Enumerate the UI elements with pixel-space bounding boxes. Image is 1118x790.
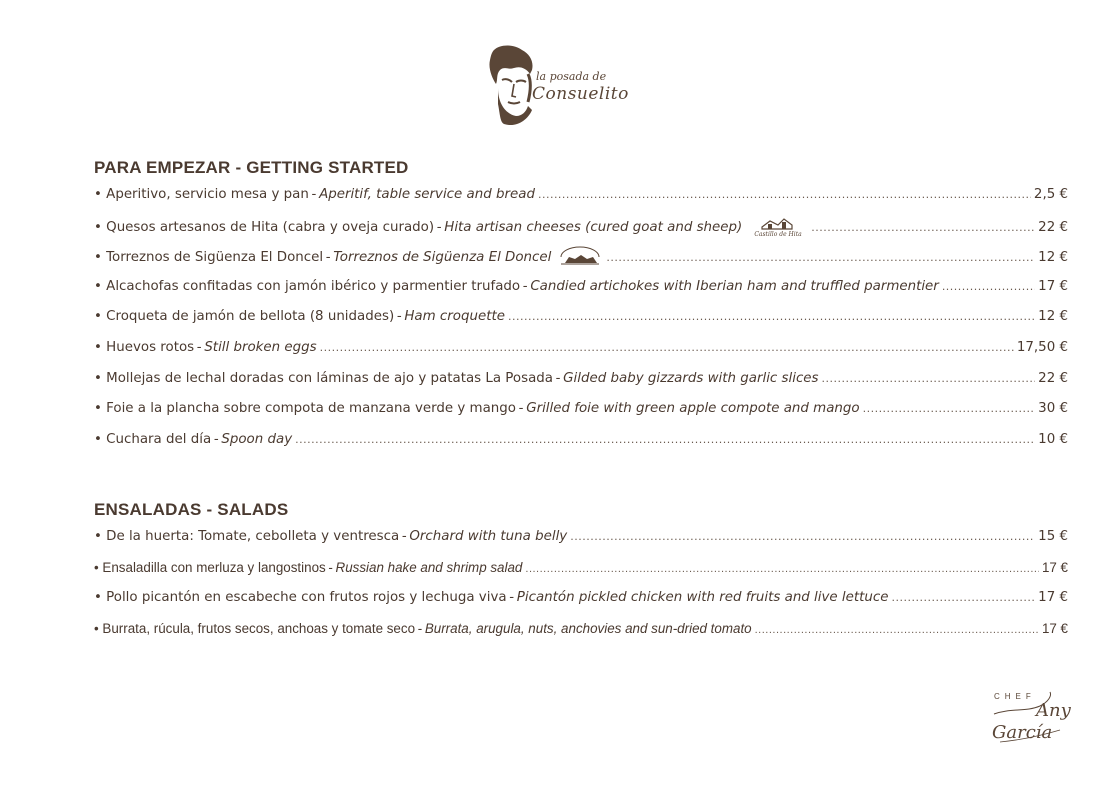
item-spanish-name: Mollejas de lechal doradas con láminas de ajo y patatas La Posada xyxy=(106,370,553,386)
item-spanish-name: De la huerta: Tomate, cebolleta y ventresca xyxy=(106,529,400,544)
leader-dots xyxy=(508,306,1035,328)
chef-name-line1: Any xyxy=(1036,700,1071,721)
item-english-name: Burrata, arugula, nuts, anchovies and sun-dried tomato xyxy=(424,620,752,636)
item-price: 15 € xyxy=(1038,529,1068,544)
menu-item: • Huevos rotos - Still broken eggs ..... 17,50 € xyxy=(94,337,1068,368)
item-english-name: Candied artichokes with Iberian ham and truffled parmentier xyxy=(530,278,939,294)
item-spanish-name: Alcachofas confitadas con jamón ibérico y parmentier trufado xyxy=(106,278,521,294)
item-price: 12 € xyxy=(1038,309,1068,325)
item-price: 17 € xyxy=(1038,278,1068,294)
item-spanish-name: Burrata, rúcula, frutos secos, anchoas y tomate seco xyxy=(102,620,416,636)
section-salads xyxy=(94,500,1068,648)
item-price: 30 € xyxy=(1038,401,1068,417)
menu-item: • Aperitivo, servicio mesa y pan - Aperitif, table service and bread ..... 2,5 € xyxy=(94,184,1068,215)
item-spanish-name: Croqueta de jamón de bellota (8 unidades) xyxy=(106,309,395,325)
menu-item: • Quesos artesanos de Hita (cabra y oveja curado) - Hita artisan cheeses (cured goat and sheep) Castillo de Hita ..... 22 € xyxy=(94,215,1068,246)
menu-item: • Mollejas de lechal doradas con láminas de ajo y patatas La Posada - Gilded baby gizzards with garlic slices ..... 22 € xyxy=(94,368,1068,399)
item-english-name: Picantón pickled chicken with red fruits and live lettuce xyxy=(516,590,889,606)
item-spanish-name: Huevos rotos xyxy=(106,339,195,355)
item-spanish-name: Torreznos de Sigüenza El Doncel xyxy=(106,250,324,266)
item-english-name: Russian hake and shrimp salad xyxy=(335,559,523,575)
leader-dots xyxy=(891,587,1035,609)
leader-dots xyxy=(606,247,1035,269)
item-price: 12 € xyxy=(1038,250,1068,266)
chef-signature xyxy=(990,690,1080,750)
item-english-name: Still broken eggs xyxy=(204,339,317,355)
item-price: 17 € xyxy=(1041,620,1068,636)
item-price: 22 € xyxy=(1038,370,1068,386)
item-spanish-name: Cuchara del día xyxy=(106,431,212,447)
item-price: 17 € xyxy=(1038,590,1068,606)
leader-dots xyxy=(525,558,1039,580)
item-price: 17,50 € xyxy=(1016,339,1068,355)
leader-dots xyxy=(538,184,1031,206)
menu-item: • Ensaladilla con merluza y langostinos - Russian hake and shrimp salad ..... 17 € xyxy=(94,557,1068,588)
torreznos-el-doncel-logo xyxy=(557,245,603,275)
item-english-name: Hita artisan cheeses (cured goat and sheep) xyxy=(444,219,743,235)
leader-dots xyxy=(570,526,1035,548)
logo-text-line1: la posada de xyxy=(536,70,607,83)
menu-item: • De la huerta: Tomate, cebolleta y ventresca - Orchard with tuna belly ..... 15 € xyxy=(94,526,1068,557)
item-english-name: Aperitif, table service and bread xyxy=(319,187,535,202)
leader-dots xyxy=(755,619,1039,641)
leader-dots xyxy=(811,217,1035,239)
restaurant-logo xyxy=(486,44,636,130)
item-price: 17 € xyxy=(1041,559,1068,575)
section-title: ENSALADAS - SALADS xyxy=(94,500,289,519)
item-english-name: Ham croquette xyxy=(404,309,505,325)
item-spanish-name: Ensaladilla con merluza y langostinos xyxy=(102,559,326,575)
logo-text-line2: Consuelito xyxy=(532,84,629,104)
leader-dots xyxy=(295,429,1035,451)
leader-dots xyxy=(863,398,1036,420)
menu-item: • Cuchara del día - Spoon day ..... 10 € xyxy=(94,429,1068,460)
item-english-name: Gilded baby gizzards with garlic slices xyxy=(563,370,819,386)
item-spanish-name: Pollo picantón en escabeche con frutos rojos y lechuga viva xyxy=(106,590,507,606)
castillo-de-hita-logo xyxy=(748,215,808,245)
menu-item: • Pollo picantón en escabeche con frutos rojos y lechuga viva - Picantón pickled chicken with red fruits and live lettuce ..... 17 € xyxy=(94,587,1068,618)
item-price: 10 € xyxy=(1038,431,1068,447)
item-english-name: Spoon day xyxy=(221,431,293,447)
menu-item: • Torreznos de Sigüenza El Doncel - Torreznos de Sigüenza El Doncel ..... 12 € xyxy=(94,245,1068,276)
menu-item: • Foie a la plancha sobre compota de manzana verde y mango - Grilled foie with green apple compote and mango ..... 30 € xyxy=(94,398,1068,429)
menu-item: • Burrata, rúcula, frutos secos, anchoas y tomate seco - Burrata, arugula, nuts, anchovies and sun-dried tomato ..... 17 € xyxy=(94,618,1068,649)
leader-dots xyxy=(942,276,1035,298)
item-english-name: Torreznos de Sigüenza El Doncel xyxy=(333,250,552,266)
item-spanish-name: Quesos artesanos de Hita (cabra y oveja curado) xyxy=(106,219,435,235)
castillo-de-hita-text: Castillo de Hita xyxy=(754,230,802,237)
section-title: PARA EMPEZAR - GETTING STARTED xyxy=(94,158,409,177)
chef-label: CHEF xyxy=(994,692,1036,701)
item-price: 2,5 € xyxy=(1033,187,1068,202)
menu-item: • Croqueta de jamón de bellota (8 unidades) - Ham croquette ..... 12 € xyxy=(94,306,1068,337)
item-spanish-name: Foie a la plancha sobre compota de manzana verde y mango xyxy=(106,401,516,417)
item-english-name: Grilled foie with green apple compote and mango xyxy=(526,401,860,417)
leader-dots xyxy=(822,368,1036,390)
menu-item: • Alcachofas confitadas con jamón ibérico y parmentier trufado - Candied artichokes with Iberian ham and truffled parmentier ..... 17 € xyxy=(94,276,1068,307)
chef-name-line2: García xyxy=(992,722,1053,743)
leader-dots xyxy=(320,337,1014,359)
item-price: 22 € xyxy=(1038,219,1068,235)
section-getting-started xyxy=(94,158,1068,459)
item-english-name: Orchard with tuna belly xyxy=(409,529,568,544)
item-spanish-name: Aperitivo, servicio mesa y pan xyxy=(106,187,309,202)
